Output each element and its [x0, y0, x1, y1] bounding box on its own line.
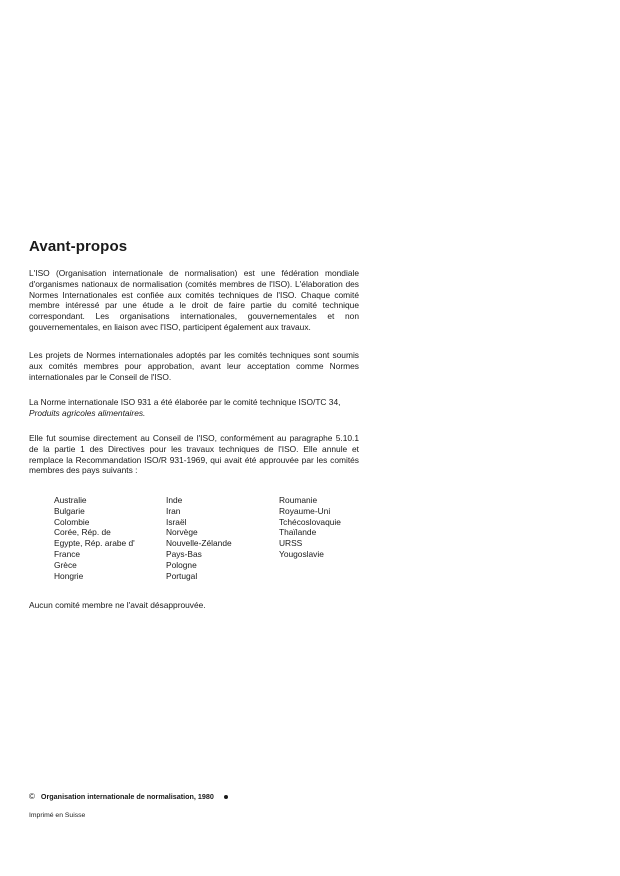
list-item: Egypte, Rép. arabe d'	[54, 538, 135, 549]
list-item: Norvège	[166, 527, 198, 538]
list-item: Roumanie	[279, 495, 318, 505]
list-item: Yougoslavie	[279, 548, 324, 559]
intro-paragraph: L'ISO (Organisation internationale de normalisation) est une fédération mondiale d'organismes nationaux de normalisation (comités membres de l'ISO). L'élaboration des Normes Internationales est confiée aux comités techniques de l'ISO. Chaque comité membre intéressé par une étude a le droit de faire partie du comité technique correspondant. Les organisations internationales, gouvernementales et non gouvernementales, en liaison avec l'ISO, participent également aux travaux.	[29, 268, 359, 332]
list-item: Pologne	[166, 559, 197, 570]
copyright-icon: ©	[29, 792, 35, 801]
closing-paragraph: Aucun comité membre ne l'avait désapprouvée.	[29, 600, 206, 610]
copyright-line	[29, 792, 228, 801]
list-item: Inde	[166, 495, 183, 505]
list-item: Australie	[54, 495, 87, 505]
list-item: Hongrie	[54, 570, 84, 581]
bullet-icon	[224, 795, 228, 799]
copyright-text: Organisation internationale de normalisation, 1980	[40, 792, 214, 801]
list-item: URSS	[279, 538, 303, 549]
list-item: Tchécoslovaquie	[279, 516, 341, 527]
submission-paragraph: Elle fut soumise directement au Conseil de l'ISO, conformément au paragraphe 5.10.1 de la partie 1 des Directives pour les travaux techniques de l'ISO. Elle annule et remplace la Recommandation ISO/R 931-1969, qui avait été approuvée par les comités membres des pays suivants :	[29, 433, 359, 476]
standard-text: La Norme internationale ISO 931 a été élaborée par le comité technique ISO/TC 34,	[29, 397, 341, 407]
committee-name: Produits agricoles alimentaires.	[29, 407, 146, 418]
standard-paragraph	[29, 397, 359, 419]
page-title: Avant-propos	[29, 238, 128, 255]
approval-paragraph: Les projets de Normes internationales adoptés par les comités techniques sont soumis aux comités membres pour approbation, avant leur acceptation comme Normes internationales par le Conseil de l'ISO.	[29, 350, 359, 382]
list-item: Colombie	[54, 516, 90, 527]
list-item: Bulgarie	[54, 505, 85, 516]
printed-note: Imprimé en Suisse	[29, 812, 86, 819]
country-column-2	[166, 495, 279, 581]
list-item: Iran	[166, 505, 181, 516]
list-item: France	[54, 548, 81, 559]
list-item: Grèce	[54, 559, 77, 570]
list-item: Thaïlande	[279, 527, 317, 538]
list-item: Royaume-Uni	[279, 505, 331, 516]
country-column-1	[54, 495, 166, 581]
list-item: Nouvelle-Zélande	[166, 538, 232, 549]
country-list	[54, 495, 399, 581]
list-item: Portugal	[166, 570, 198, 581]
list-item: Israël	[166, 516, 187, 527]
list-item: Corée, Rép. de	[54, 527, 111, 538]
list-item: Pays-Bas	[166, 548, 202, 559]
country-column-3	[279, 495, 399, 581]
